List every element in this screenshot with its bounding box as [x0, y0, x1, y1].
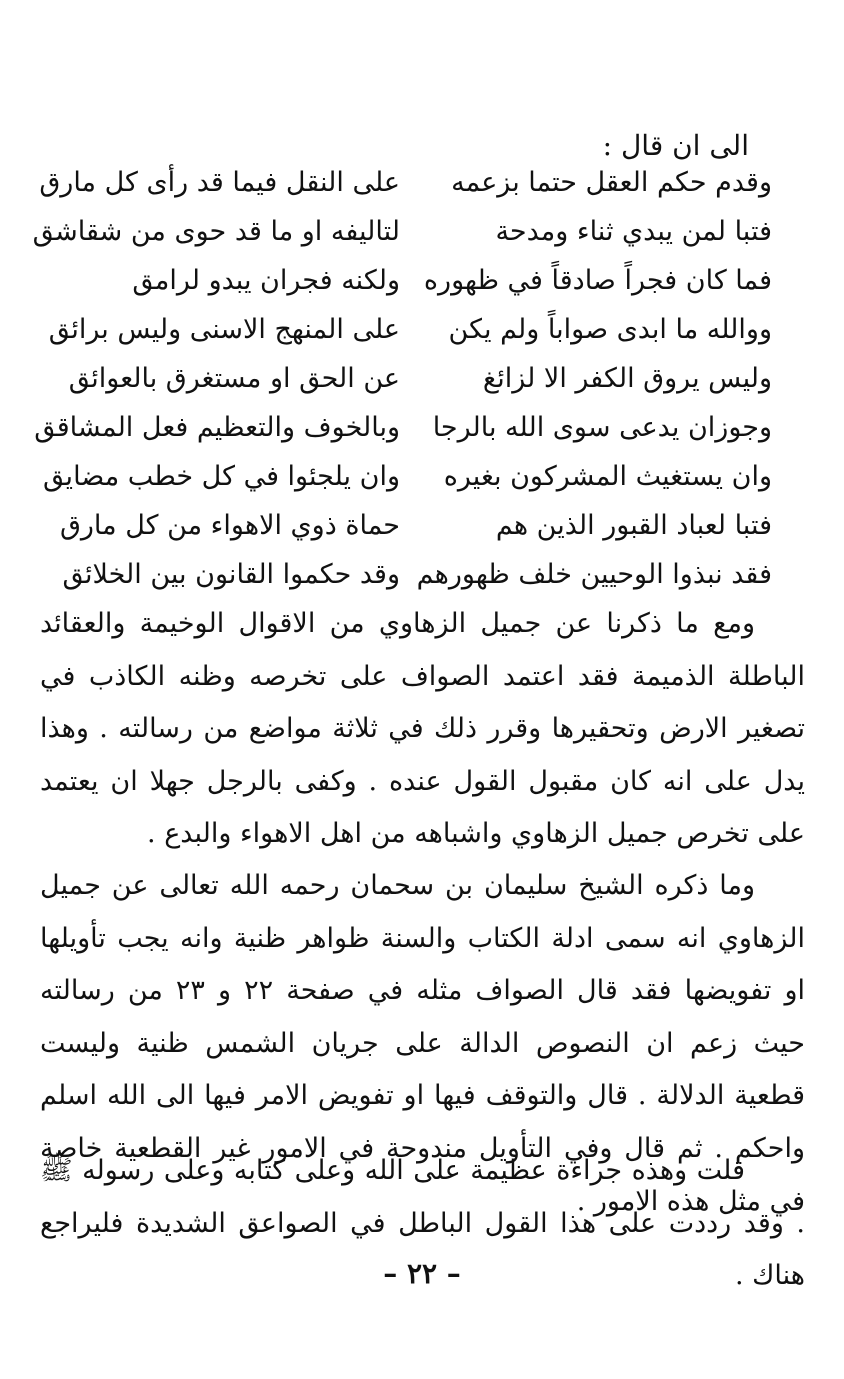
poem-verse	[48, 305, 772, 354]
poem-verse	[60, 256, 772, 305]
poem-verse	[60, 354, 772, 403]
verse-second-hemistich: وان يلجئوا في كل خطب مضايق	[43, 461, 400, 492]
poem-block	[32, 158, 772, 603]
verse-first-hemistich: وقدم حكم العقل حتما بزعمه	[451, 167, 772, 198]
poem-verse	[60, 550, 772, 599]
poem-verse	[39, 158, 772, 207]
verse-second-hemistich: وقد حكموا القانون بين الخلائق	[62, 559, 400, 590]
body-paragraph: ومع ما ذكرنا عن جميل الزهاوي من الاقوال الوخيمة والعقائد الباطلة الذميمة فقد اعتمد الصواف على تخرصه وظنه الكاذب في تصغير الارض وتحقيرها وقرر ذلك في ثلاثة مواضع من رسالته . وهذا يدل على انه كان مقبول القول عنده . وكفى بالرجل جهلا ان يعتمد على تخرص جميل الزهاوي واشباهه من اهل الاهواء والبدع .	[40, 608, 805, 850]
verse-first-hemistich: فتبا لعباد القبور الذين هم	[495, 510, 772, 541]
body-paragraph: وما ذكره الشيخ سليمان بن سحمان رحمه الله تعالى عن جميل الزهاوي انه سمى ادلة الكتاب والسنة ظواهر ظنية وانه يجب تأويلها او تفويضها فقد قال الصواف مثله في صفحة ٢٢ و ٢٣ من رسالته حيث زعم ان النصوص الدالة على جريان الشمس ظنية وليست قطعية الدلالة . قال والتوقف فيها او تفويض الامر فيها الى الله اسلم واحكم . ثم قال وفي التأويل مندوحة في الامور غير القطعية خاصة في مثل هذه الامور .	[40, 870, 805, 1217]
verse-first-hemistich: وليس يروق الكفر الا لزائغ	[482, 363, 772, 394]
verse-second-hemistich: ولكنه فجران يبدو لرامق	[132, 265, 400, 296]
poem-verse	[60, 501, 772, 550]
verse-first-hemistich: وجوزان يدعى سوى الله بالرجا	[432, 412, 772, 443]
verse-second-hemistich: على المنهج الاسنى وليس برائق	[48, 314, 400, 345]
verse-second-hemistich: عن الحق او مستغرق بالعوائق	[68, 363, 400, 394]
verse-first-hemistich: ووالله ما ابدى صواباً ولم يكن	[448, 314, 772, 345]
body-paragraph: قلت وهذه جراءة عظيمة على الله وعلى كتابه وعلى رسوله ﷺ . وقد رددت على هذا القول الباطل في الصواعق الشديدة فليراجع هناك .	[40, 1155, 805, 1292]
verse-first-hemistich: فقد نبذوا الوحيين خلف ظهورهم	[416, 559, 772, 590]
verse-second-hemistich: لتاليفه او ما قد حوى من شقاشق	[32, 216, 400, 247]
verse-second-hemistich: على النقل فيما قد رأى كل مارق	[39, 167, 400, 198]
poem-verse	[32, 207, 772, 256]
page-number: – ٢٢ –	[383, 1257, 461, 1290]
verse-first-hemistich: فما كان فجراً صادقاً في ظهوره	[423, 265, 772, 296]
verse-second-hemistich: حماة ذوي الاهواء من كل مارق	[59, 510, 400, 541]
poem-verse	[34, 403, 772, 452]
verse-second-hemistich: وبالخوف والتعظيم فعل المشاقق	[34, 412, 400, 443]
verse-first-hemistich: وان يستغيث المشركون بغيره	[443, 461, 772, 492]
poem-verse	[43, 452, 772, 501]
intro-line: الى ان قال :	[602, 129, 749, 162]
verse-first-hemistich: فتبا لمن يبدي ثناء ومدحة	[495, 216, 772, 247]
